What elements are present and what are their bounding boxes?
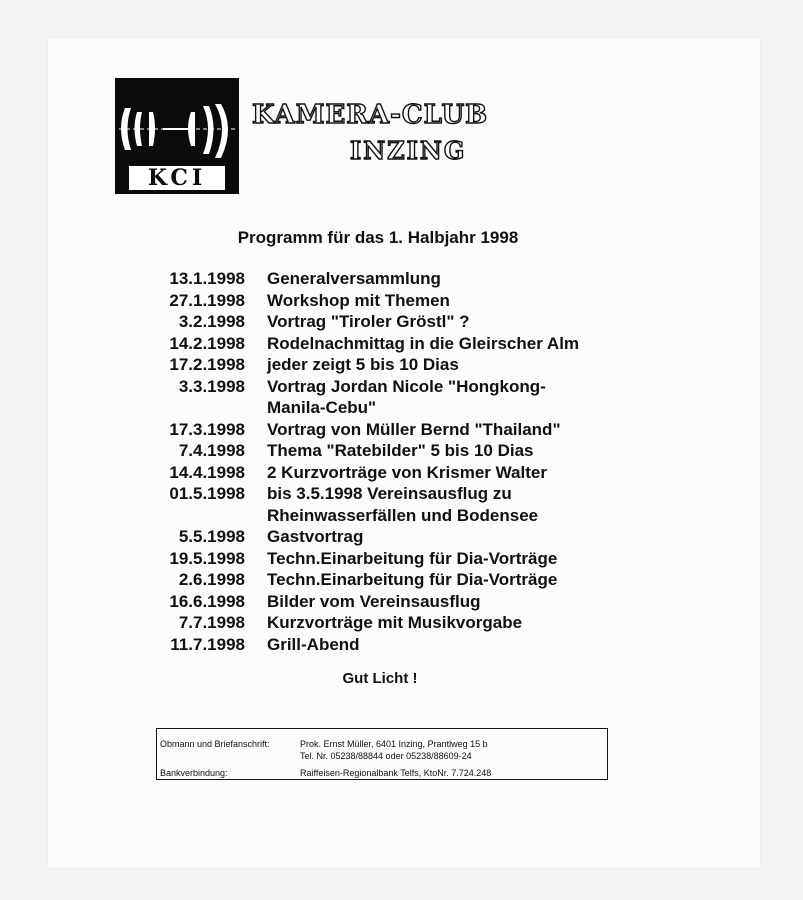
event-date: 17.3.1998	[169, 419, 245, 439]
event-date: 11.7.1998	[170, 634, 245, 654]
event-date: 19.5.1998	[169, 548, 245, 568]
program-list	[130, 268, 610, 655]
event-description: Vortrag Jordan Nicole "Hongkong- Manila-Cebu"	[267, 376, 546, 417]
closing-greeting: Gut Licht !	[342, 670, 418, 687]
event-date: 27.1.1998	[169, 290, 245, 310]
event-description: Kurzvorträge mit Musikvorgabe	[267, 613, 523, 632]
contact-box	[156, 728, 608, 780]
program-row	[130, 526, 610, 548]
club-logo	[115, 78, 239, 194]
bank-value: Raiffeisen-Regionalbank Telfs, KtoNr. 7.724.248	[300, 768, 492, 778]
event-date: 14.4.1998	[169, 462, 245, 482]
program-row	[130, 483, 610, 526]
event-date: 3.2.1998	[178, 312, 245, 331]
program-row	[130, 612, 610, 634]
event-description: Bilder vom Vereinsausflug	[267, 591, 481, 611]
event-description: Vortrag "Tiroler Gröstl" ?	[267, 312, 470, 331]
event-description: Generalversammlung	[267, 269, 441, 288]
event-description: 2 Kurzvorträge von Krismer Walter	[267, 462, 547, 482]
logo-text: KCI	[129, 166, 225, 190]
program-row	[130, 354, 610, 376]
program-row	[130, 440, 610, 462]
program-row	[130, 268, 610, 290]
event-date: 3.3.1998	[178, 376, 245, 396]
program-row	[130, 634, 610, 656]
event-date: 01.5.1998	[169, 484, 245, 503]
program-row	[130, 311, 610, 333]
event-description: bis 3.5.1998 Vereinsausflug zu Rheinwasserfällen und Bodensee	[267, 484, 539, 525]
program-row	[130, 569, 610, 591]
event-date: 13.1.1998	[169, 269, 245, 288]
event-date: 14.2.1998	[169, 333, 245, 353]
event-description: Techn.Einarbeitung für Dia-Vorträge	[267, 548, 558, 568]
club-name: KAMERA-CLUB	[252, 100, 489, 130]
event-description: Gastvortrag	[267, 527, 364, 546]
event-date: 2.6.1998	[178, 570, 245, 589]
event-date: 7.7.1998	[178, 613, 245, 632]
program-row	[130, 333, 610, 355]
event-description: Thema "Ratebilder" 5 bis 10 Dias	[267, 441, 534, 460]
event-description: Techn.Einarbeitung für Dia-Vorträge	[267, 570, 558, 589]
event-description: jeder zeigt 5 bis 10 Dias	[267, 355, 459, 374]
event-date: 7.4.1998	[178, 441, 245, 460]
contact-phone: Tel. Nr. 05238/88844 oder 05238/88609-24	[300, 751, 472, 761]
event-description: Rodelnachmittag in die Gleirscher Alm	[267, 333, 580, 353]
event-description: Grill-Abend	[267, 634, 360, 654]
program-row	[130, 591, 610, 613]
program-title: Programm für das 1. Halbjahr 1998	[237, 228, 519, 247]
event-date: 16.6.1998	[169, 591, 245, 611]
event-description: Vortrag von Müller Bernd "Thailand"	[267, 419, 561, 439]
event-description: Workshop mit Themen	[267, 290, 450, 310]
club-town: INZING	[350, 136, 467, 165]
event-date: 5.5.1998	[178, 527, 245, 546]
bank-label: Bankverbindung:	[160, 768, 228, 778]
program-row	[130, 419, 610, 441]
program-row	[130, 462, 610, 484]
program-row	[130, 290, 610, 312]
program-row	[130, 548, 610, 570]
program-row	[130, 376, 610, 419]
event-date: 17.2.1998	[169, 355, 245, 374]
contact-address: Prok. Ernst Müller, 6401 Inzing, Prantlweg 15 b	[300, 739, 488, 749]
contact-label: Obmann und Briefanschrift:	[160, 739, 270, 749]
